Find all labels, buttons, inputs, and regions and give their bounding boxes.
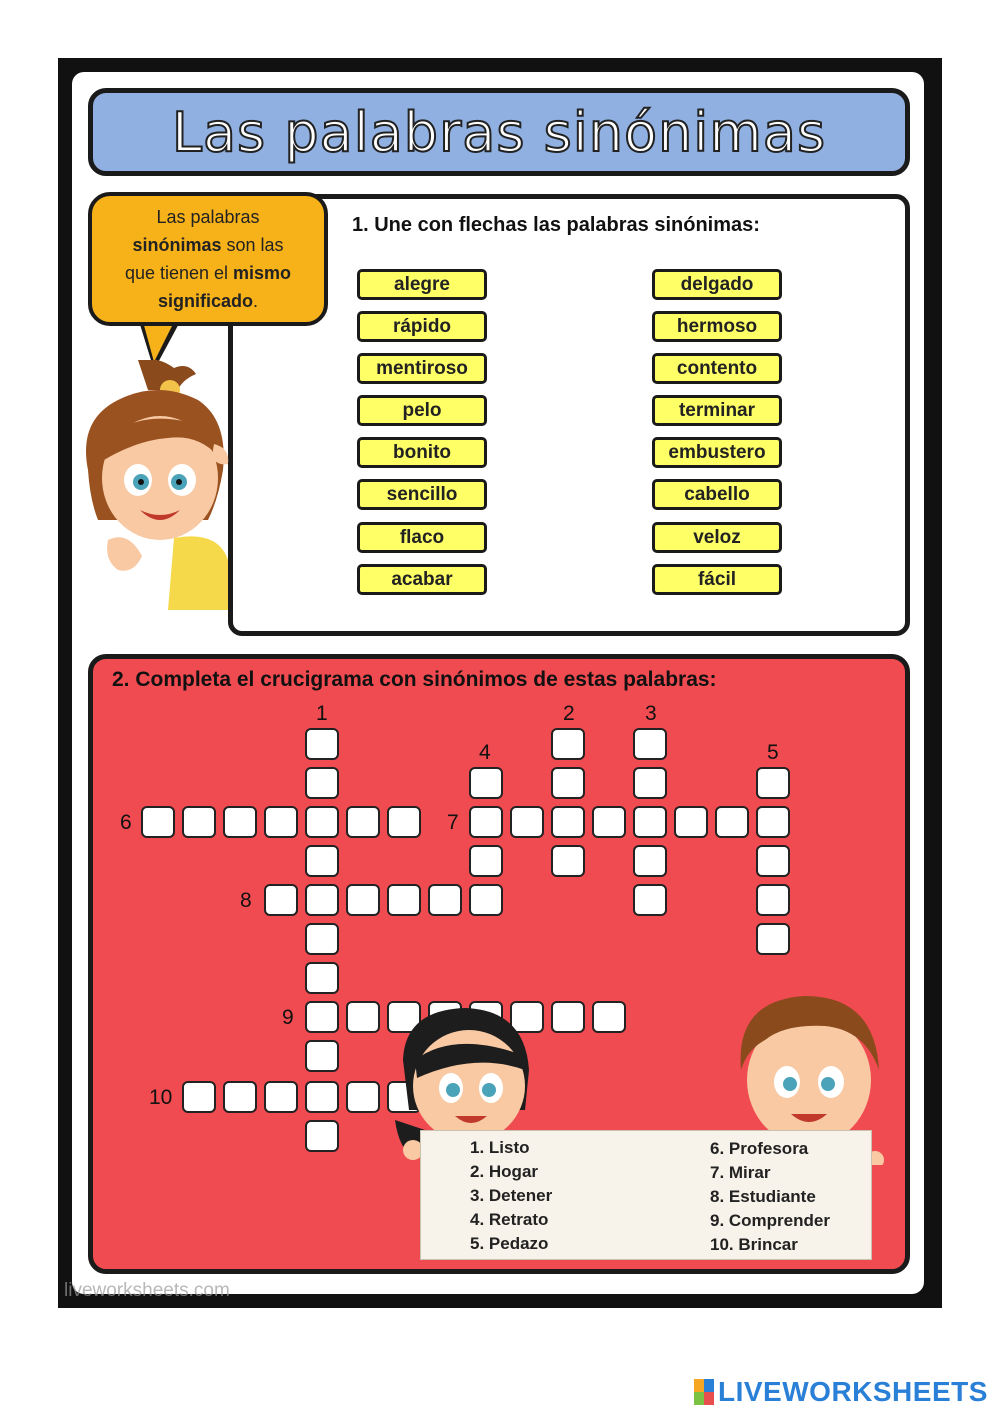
crossword-cell[interactable] bbox=[264, 1081, 298, 1113]
crossword-cell[interactable] bbox=[346, 1081, 380, 1113]
crossword-number: 5 bbox=[767, 741, 779, 764]
word-box-right[interactable]: hermoso bbox=[652, 311, 782, 342]
girl-character-illustration bbox=[78, 360, 238, 610]
crossword-number: 3 bbox=[645, 702, 657, 725]
crossword-cell[interactable] bbox=[305, 884, 339, 916]
clue-item: 6. Profesora bbox=[710, 1139, 809, 1158]
crossword-cell[interactable] bbox=[551, 728, 585, 760]
crossword-cell[interactable] bbox=[305, 1081, 339, 1113]
crossword-cell[interactable] bbox=[469, 767, 503, 799]
crossword-cell[interactable] bbox=[756, 884, 790, 916]
crossword-cell[interactable] bbox=[756, 767, 790, 799]
crossword-cell[interactable] bbox=[264, 806, 298, 838]
crossword-cell[interactable] bbox=[223, 1081, 257, 1113]
word-box-right[interactable]: delgado bbox=[652, 269, 782, 300]
crossword-cell[interactable] bbox=[551, 767, 585, 799]
page-title: Las palabras sinónimas bbox=[171, 100, 827, 164]
crossword-cell[interactable] bbox=[387, 884, 421, 916]
clue-item: 5. Pedazo bbox=[470, 1234, 549, 1253]
crossword-cell[interactable] bbox=[346, 1001, 380, 1033]
word-box-left[interactable]: sencillo bbox=[357, 479, 487, 510]
exercise-2-title: 2. Completa el crucigrama con sinónimos de estas palabras: bbox=[112, 668, 717, 691]
crossword-cell[interactable] bbox=[305, 923, 339, 955]
word-box-left[interactable]: pelo bbox=[357, 395, 487, 426]
crossword-cell[interactable] bbox=[469, 884, 503, 916]
crossword-cell[interactable] bbox=[756, 923, 790, 955]
definition-bubble bbox=[88, 192, 328, 326]
exercise-1-panel bbox=[228, 194, 910, 636]
crossword-number: 1 bbox=[316, 702, 328, 725]
crossword-cell[interactable] bbox=[633, 806, 667, 838]
crossword-cell[interactable] bbox=[633, 767, 667, 799]
crossword-number: 7 bbox=[447, 811, 459, 834]
crossword-cell[interactable] bbox=[592, 806, 626, 838]
word-box-right[interactable]: contento bbox=[652, 353, 782, 384]
clue-item: 7. Mirar bbox=[710, 1163, 771, 1182]
crossword-cell[interactable] bbox=[469, 845, 503, 877]
word-box-left[interactable]: bonito bbox=[357, 437, 487, 468]
crossword-cell[interactable] bbox=[510, 806, 544, 838]
crossword-cell[interactable] bbox=[756, 845, 790, 877]
crossword-number: 2 bbox=[563, 702, 575, 725]
crossword-cell[interactable] bbox=[305, 845, 339, 877]
word-box-right[interactable]: cabello bbox=[652, 479, 782, 510]
crossword-cell[interactable] bbox=[592, 1001, 626, 1033]
word-box-left[interactable]: acabar bbox=[357, 564, 487, 595]
crossword-cell[interactable] bbox=[756, 806, 790, 838]
crossword-cell[interactable] bbox=[633, 845, 667, 877]
definition-text: Las palabras sinónimas son las que tienen el mismo significado. bbox=[124, 207, 292, 311]
word-box-left[interactable]: alegre bbox=[357, 269, 487, 300]
clue-item: 2. Hogar bbox=[470, 1162, 539, 1181]
crossword-cell[interactable] bbox=[551, 806, 585, 838]
crossword-number: 8 bbox=[240, 889, 252, 912]
exercise-1-title: 1. Une con flechas las palabras sinónimas: bbox=[352, 214, 760, 236]
crossword-cell[interactable] bbox=[182, 1081, 216, 1113]
clue-item: 9. Comprender bbox=[710, 1211, 830, 1230]
crossword-cell[interactable] bbox=[633, 884, 667, 916]
clue-item: 10. Brincar bbox=[710, 1235, 798, 1254]
logo-icon bbox=[694, 1379, 714, 1405]
crossword-cell[interactable] bbox=[633, 728, 667, 760]
logo-text: LIVEWORKSHEETS bbox=[718, 1376, 988, 1407]
word-box-right[interactable]: terminar bbox=[652, 395, 782, 426]
crossword-cell[interactable] bbox=[551, 1001, 585, 1033]
crossword-cell[interactable] bbox=[305, 767, 339, 799]
crossword-cell[interactable] bbox=[305, 1001, 339, 1033]
word-box-left[interactable]: rápido bbox=[357, 311, 487, 342]
crossword-cell[interactable] bbox=[346, 806, 380, 838]
crossword-cell[interactable] bbox=[387, 806, 421, 838]
crossword-cell[interactable] bbox=[305, 1040, 339, 1072]
word-box-right[interactable]: embustero bbox=[652, 437, 782, 468]
word-box-right[interactable]: fácil bbox=[652, 564, 782, 595]
clue-item: 4. Retrato bbox=[470, 1210, 549, 1229]
crossword-cell[interactable] bbox=[182, 806, 216, 838]
liveworksheets-logo[interactable] bbox=[694, 1376, 988, 1408]
crossword-cell[interactable] bbox=[305, 1120, 339, 1152]
crossword-cell[interactable] bbox=[428, 884, 462, 916]
crossword-cell[interactable] bbox=[469, 806, 503, 838]
crossword-cell[interactable] bbox=[305, 728, 339, 760]
clue-item: 3. Detener bbox=[470, 1186, 553, 1205]
crossword-cell[interactable] bbox=[305, 806, 339, 838]
crossword-number: 4 bbox=[479, 741, 491, 764]
crossword-number: 9 bbox=[282, 1006, 294, 1029]
crossword-cell[interactable] bbox=[264, 884, 298, 916]
clue-item: 8. Estudiante bbox=[710, 1187, 816, 1206]
crossword-cell[interactable] bbox=[674, 806, 708, 838]
crossword-cell[interactable] bbox=[141, 806, 175, 838]
crossword-cell[interactable] bbox=[715, 806, 749, 838]
crossword-number: 6 bbox=[120, 811, 132, 834]
watermark: liveworksheets.com bbox=[64, 1280, 230, 1301]
title-banner bbox=[88, 88, 910, 176]
word-box-left[interactable]: flaco bbox=[357, 522, 487, 553]
crossword-cell[interactable] bbox=[346, 884, 380, 916]
crossword-cell[interactable] bbox=[223, 806, 257, 838]
clue-item: 1. Listo bbox=[470, 1138, 530, 1157]
crossword-number: 10 bbox=[149, 1086, 173, 1109]
crossword-cell[interactable] bbox=[305, 962, 339, 994]
crossword-cell[interactable] bbox=[551, 845, 585, 877]
word-box-left[interactable]: mentiroso bbox=[357, 353, 487, 384]
word-box-right[interactable]: veloz bbox=[652, 522, 782, 553]
